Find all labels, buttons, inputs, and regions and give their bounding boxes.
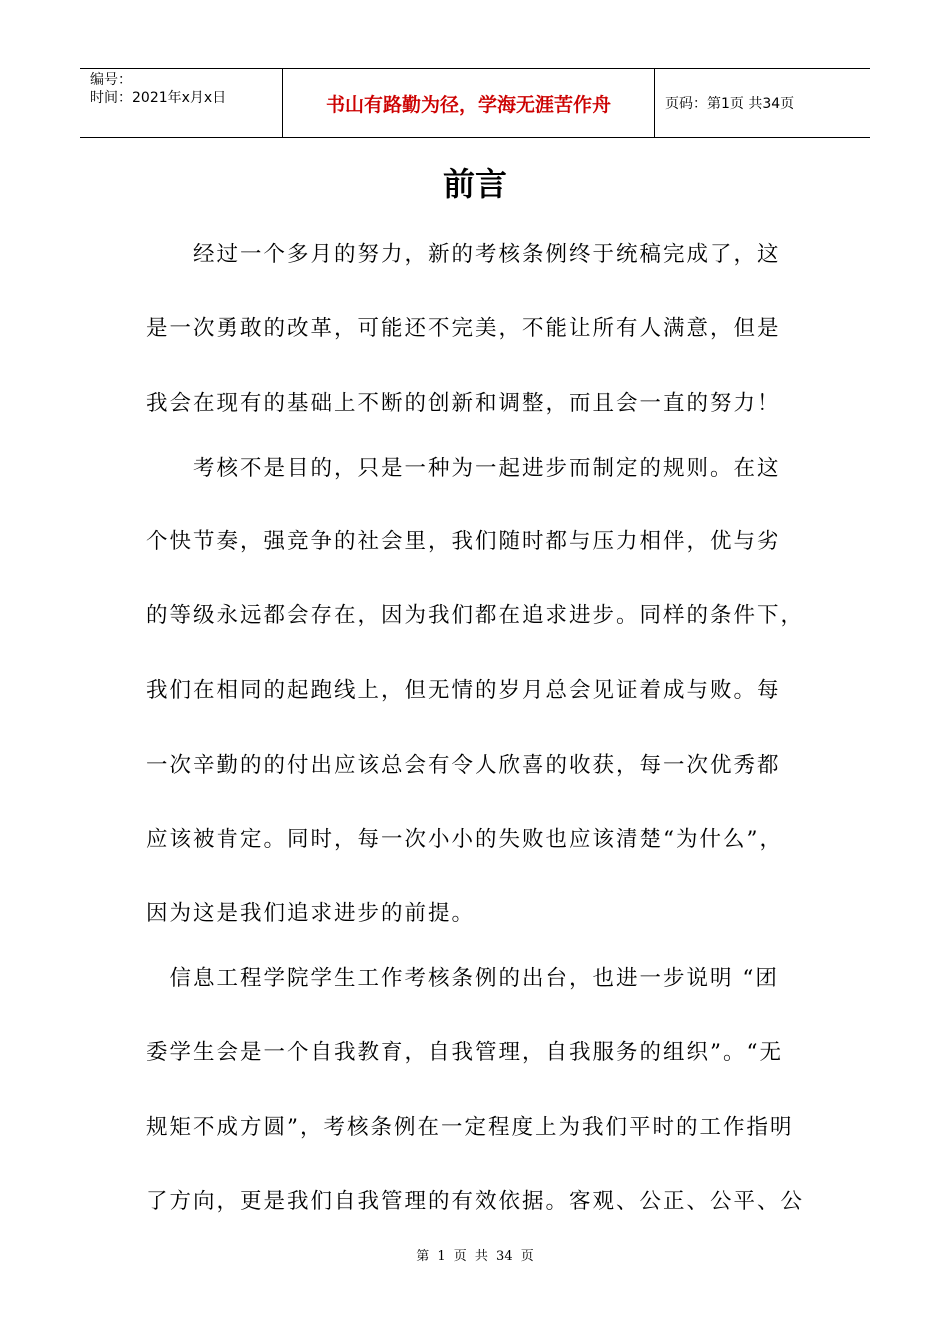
header-page-info: 页码：第1页 共34页 — [665, 96, 795, 112]
body-line: 因为这是我们追求进步的前提。 — [146, 901, 476, 926]
page-header — [80, 68, 870, 138]
header-meta — [80, 69, 282, 137]
page-title: 前言 — [442, 165, 507, 203]
body-line: 的等级永远都会存在，因为我们都在追求进步。同样的条件下， — [146, 603, 805, 628]
page-footer: 第 1 页 共 34 页 — [416, 1249, 534, 1264]
body-line: 一次辛勤的的付出应该总会有令人欣喜的收获，每一次优秀都 — [146, 753, 781, 778]
body-line: 个快节奏，强竞争的社会里，我们随时都与压力相伴，优与劣 — [146, 529, 781, 554]
body-line: 我们在相同的起跑线上，但无情的岁月总会见证着成与败。每 — [146, 678, 781, 703]
body-line: 应该被肯定。同时，每一次小小的失败也应该清楚“为什么”， — [146, 827, 783, 852]
body-line: 是一次勇敢的改革，可能还不完美，不能让所有人满意，但是 — [146, 316, 781, 341]
number-label: 编号： — [90, 72, 132, 88]
body-line: 经过一个多月的努力，新的考核条例终于统稿完成了，这 — [146, 242, 781, 267]
time-label: 时间：2021年x月x日 — [90, 90, 227, 106]
body-line: 规矩不成方圆”，考核条例在一定程度上为我们平时的工作指明 — [146, 1115, 794, 1140]
body-line: 了方向，更是我们自我管理的有效依据。客观、公正、公平、公 — [146, 1189, 805, 1214]
body-line: 信息工程学院学生工作考核条例的出台，也进一步说明 “团 — [146, 966, 779, 991]
body-line: 我会在现有的基础上不断的创新和调整，而且会一直的努力！ — [146, 391, 781, 416]
body-line: 委学生会是一个自我教育，自我管理，自我服务的组织”。“无 — [146, 1040, 783, 1065]
header-motto: 书山有路勤为径，学海无涯苦作舟 — [282, 69, 655, 137]
body-line: 考核不是目的，只是一种为一起进步而制定的规则。在这 — [146, 456, 781, 481]
